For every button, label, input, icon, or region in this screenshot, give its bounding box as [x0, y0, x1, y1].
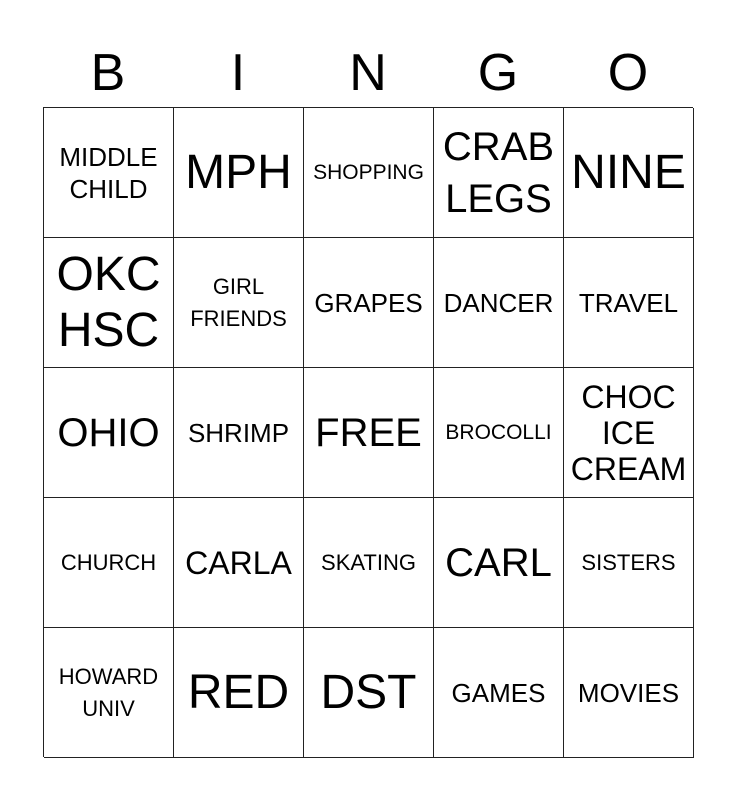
- bingo-cell[interactable]: [434, 628, 564, 758]
- bingo-cell[interactable]: [174, 238, 304, 368]
- bingo-board: [43, 107, 693, 757]
- cell-label: GIRL FRIENDS: [190, 273, 287, 331]
- cell-label: SHRIMP: [187, 417, 290, 448]
- bingo-header: [43, 40, 693, 106]
- bingo-cell[interactable]: [174, 498, 304, 628]
- bingo-cell[interactable]: [434, 368, 564, 498]
- cell-label: GAMES: [451, 677, 546, 708]
- header-letter-g: G: [477, 44, 519, 102]
- cell-label: SHOPPING: [313, 160, 424, 184]
- cell-label: OKC HSC: [56, 247, 161, 357]
- bingo-cell[interactable]: [434, 238, 564, 368]
- cell-label: SISTERS: [581, 549, 676, 575]
- header-letter-i: I: [230, 44, 246, 102]
- cell-label: DANCER: [443, 287, 554, 318]
- bingo-cell[interactable]: [304, 238, 434, 368]
- bingo-cell[interactable]: [564, 498, 694, 628]
- cell-label: HOWARD UNIV: [58, 663, 159, 721]
- cell-label: TRAVEL: [578, 287, 679, 318]
- bingo-cell[interactable]: [434, 108, 564, 238]
- bingo-cell[interactable]: [564, 368, 694, 498]
- cell-label: CHURCH: [60, 549, 157, 575]
- bingo-cell[interactable]: [174, 108, 304, 238]
- bingo-cell[interactable]: [434, 498, 564, 628]
- bingo-cell[interactable]: [304, 108, 434, 238]
- cell-label: CARL: [445, 540, 552, 585]
- cell-label: MOVIES: [577, 677, 680, 708]
- bingo-cell[interactable]: [174, 628, 304, 758]
- free-space[interactable]: [304, 368, 434, 498]
- cell-label: MPH: [185, 145, 292, 199]
- header-letter-o: O: [607, 44, 649, 102]
- bingo-cell[interactable]: [174, 368, 304, 498]
- bingo-cell[interactable]: [564, 238, 694, 368]
- bingo-cell[interactable]: [44, 628, 174, 758]
- cell-label: FREE: [315, 410, 422, 455]
- bingo-cell[interactable]: [44, 238, 174, 368]
- bingo-cell[interactable]: [44, 368, 174, 498]
- header-letter-b: B: [90, 44, 126, 102]
- cell-label: CARLA: [185, 544, 292, 581]
- cell-label: MIDDLE CHILD: [59, 141, 158, 204]
- cell-label: NINE: [571, 145, 686, 199]
- cell-label: SKATING: [321, 549, 416, 575]
- header-letter-n: N: [349, 44, 387, 102]
- cell-label: CHOC ICE CREAM: [570, 378, 687, 487]
- bingo-cell[interactable]: [44, 498, 174, 628]
- bingo-cell[interactable]: [304, 628, 434, 758]
- cell-label: CRAB LEGS: [442, 124, 555, 221]
- cell-label: DST: [320, 665, 417, 719]
- cell-label: GRAPES: [314, 287, 423, 318]
- bingo-cell[interactable]: [564, 108, 694, 238]
- bingo-cell[interactable]: [564, 628, 694, 758]
- cell-label: BROCOLLI: [445, 420, 552, 444]
- cell-label: OHIO: [57, 410, 160, 455]
- bingo-cell[interactable]: [304, 498, 434, 628]
- bingo-cell[interactable]: [44, 108, 174, 238]
- cell-label: RED: [187, 665, 290, 719]
